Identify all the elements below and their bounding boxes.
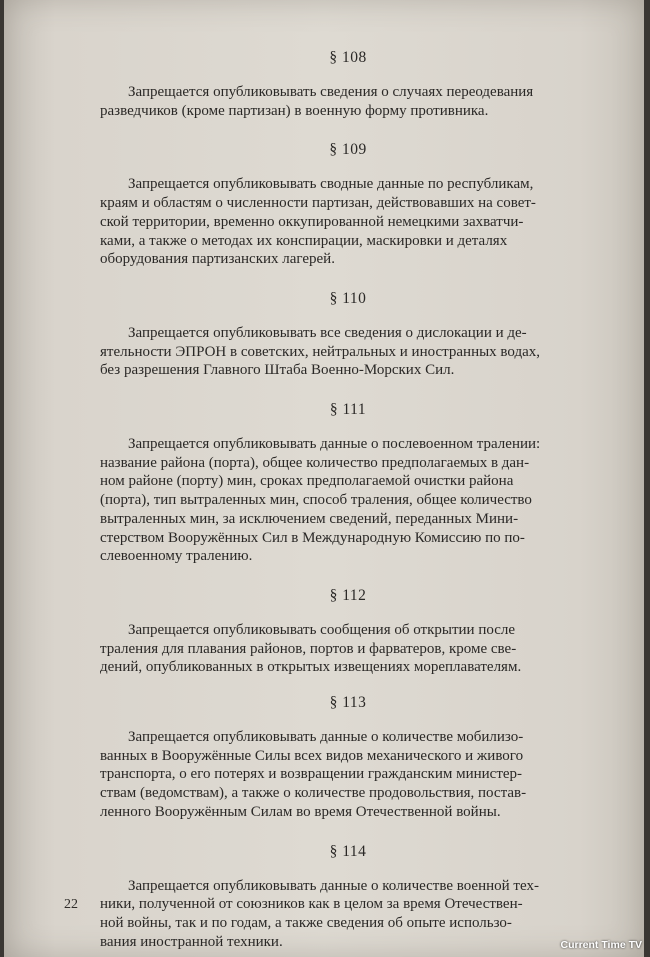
text-line: ятельности ЭПРОН в советских, нейтральных и иностранных водах, [100,343,541,360]
text-line: ном районе (порту) мин, сроках предполагаемой очистки района [100,473,514,490]
text-line: Запрещается опубликовывать сообщения об открытии после [128,621,516,638]
text-line: ками, а также о методах их конспирации, маскировки и деталях [100,232,508,249]
page-content [72,48,624,951]
text-line: без разрешения Главного Штаба Военно-Морских Сил. [100,362,455,379]
section-text [72,324,624,380]
book-page [4,0,644,957]
text-line: Запрещается опубликовывать сведения о случаях переодевания [128,84,534,100]
text-line: Запрещается опубликовывать сводные данные по республикам, [128,176,534,193]
text-line: разведчиков (кроме партизан) в военную форму противника. [100,102,489,119]
section-heading: § 112 [329,586,367,604]
text-line: ской территории, временно оккупированной немецкими захватчи- [100,213,524,230]
text-line: ленного Вооружённым Силам во время Отечественной войны. [100,803,501,820]
section-text [72,621,624,677]
text-line: (порта), тип вытраленных мин, способ траления, общее количество [100,492,532,509]
section-text [72,83,624,120]
section-109 [72,140,624,269]
text-line: ной войны, так и по годам, а также сведения об опыте использо- [100,914,512,931]
section-112 [72,586,624,677]
section-heading: § 109 [329,141,367,159]
section-text [72,175,624,269]
text-line: оборудования партизанских лагерей. [100,251,335,268]
text-line: Запрещается опубликовывать все сведения о дислокации и де- [128,324,527,341]
section-114 [72,842,624,952]
section-heading: § 113 [329,694,367,712]
section-heading: § 108 [329,49,367,66]
text-line: ствам (ведомствам), а также о количестве продовольствия, постав- [100,785,527,802]
text-line: Запрещается опубликовывать данные о послевоенном тралении: [128,436,541,453]
text-line: Запрещается опубликовывать данные о количестве мобилизо- [128,729,524,746]
text-line: краям и областям о численности партизан, действовавших на совет- [100,195,536,212]
section-heading: § 111 [329,401,367,419]
text-line: ники, полученной от союзников как в целом за время Отечествен- [100,896,523,913]
section-heading: § 110 [329,289,367,307]
text-line: траления для плавания районов, портов и фарватеров, кроме све- [100,640,517,657]
section-text [72,435,624,566]
section-heading: § 114 [329,842,367,860]
section-110 [72,289,624,380]
text-line: транспорта, о его потерях и возвращении гражданским министер- [100,766,523,783]
page-number: 22 [64,897,78,912]
text-line: ванных в Вооружённые Силы всех видов механического и живого [100,747,524,764]
section-113 [72,693,624,822]
section-111 [72,400,624,566]
text-line: вания иностранной техники. [100,933,283,950]
text-line: слевоенному тралению. [100,548,253,565]
section-text [72,877,624,952]
text-line: Запрещается опубликовывать данные о количестве военной тех- [128,877,539,894]
section-text [72,728,624,822]
text-line: дений, опубликованных в открытых извещениях мореплавателям. [100,659,522,676]
section-108 [72,48,624,120]
text-line: название района (порта), общее количество предполагаемых в дан- [100,454,530,471]
text-line: стерством Вооружённых Сил в Международную Комиссию по по- [100,529,525,546]
text-line: вытраленных мин, за исключением сведений, переданных Мини- [100,510,519,527]
watermark: Current Time TV [560,939,642,951]
